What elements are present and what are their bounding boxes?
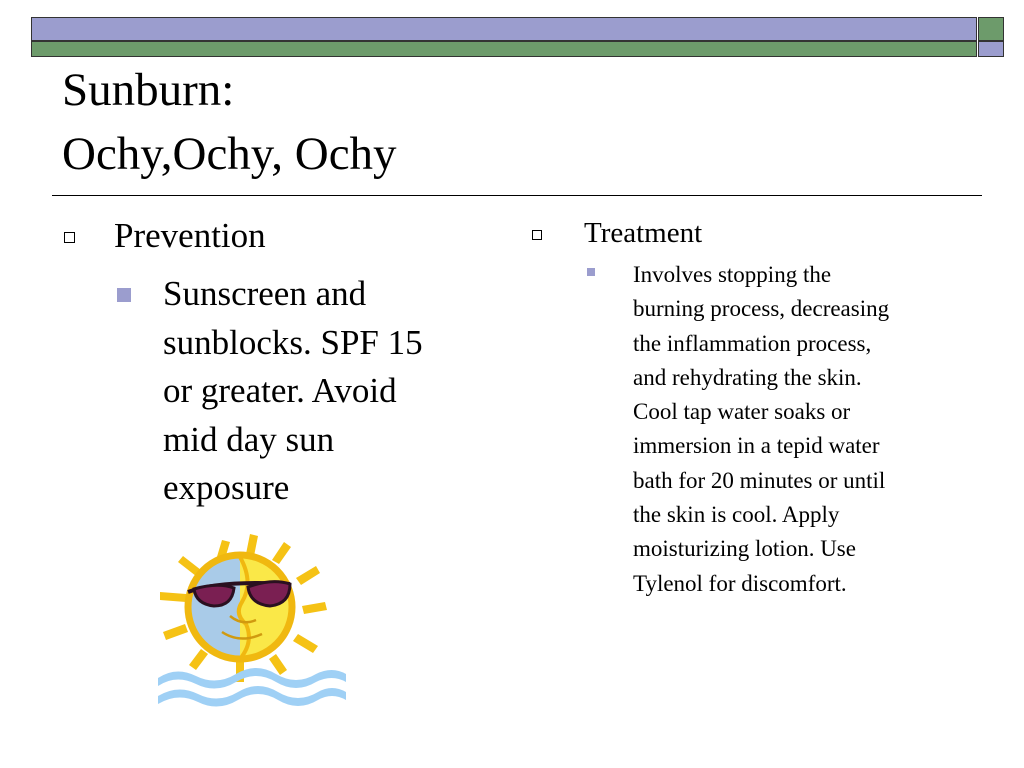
treatment-line: immersion in a tepid water <box>633 433 880 459</box>
header-bar-bottom <box>31 41 977 57</box>
prevention-line: exposure <box>163 468 290 507</box>
hollow-square-bullet-icon <box>64 232 75 243</box>
prevention-line: sunblocks. SPF 15 <box>163 322 423 362</box>
prevention-line: mid day sun <box>163 419 335 459</box>
treatment-subitem <box>532 258 972 601</box>
treatment-line: and rehydrating the skin. <box>633 364 862 390</box>
treatment-line: the inflammation process, <box>633 330 872 356</box>
header-bar-top <box>31 17 977 41</box>
corner-square-bottom <box>978 41 1004 57</box>
corner-square-top <box>978 17 1004 41</box>
treatment-line: burning process, decreasing <box>633 296 890 322</box>
hollow-square-bullet-icon <box>532 230 542 240</box>
prevention-subitem <box>64 270 474 513</box>
treatment-heading: Treatment <box>584 217 703 249</box>
treatment-line: Cool tap water soaks or <box>633 399 851 425</box>
treatment-bullet <box>532 214 972 252</box>
prevention-line: or greater. Avoid <box>163 371 397 410</box>
prevention-heading: Prevention <box>114 216 266 255</box>
slide-title <box>62 58 397 186</box>
treatment-line: the skin is cool. Apply <box>633 502 840 528</box>
filled-square-bullet-icon <box>117 288 131 302</box>
filled-square-bullet-icon <box>587 268 595 276</box>
treatment-text <box>633 258 972 601</box>
prevention-bullet <box>64 214 474 258</box>
treatment-line: Involves stopping the <box>633 262 832 287</box>
treatment-column <box>532 214 972 601</box>
title-line-1: Sunburn: <box>62 64 235 116</box>
prevention-line: Sunscreen and <box>163 274 367 313</box>
treatment-line: bath for 20 minutes or until <box>633 467 886 493</box>
title-line-2: Ochy,Ochy, Ochy <box>62 128 397 180</box>
treatment-line: Tylenol for discomfort. <box>633 570 847 596</box>
prevention-column <box>64 214 474 513</box>
prevention-text <box>163 270 474 513</box>
treatment-line: moisturizing lotion. Use <box>633 536 856 562</box>
title-divider <box>52 195 982 196</box>
sun-with-sunglasses-icon <box>150 532 355 712</box>
